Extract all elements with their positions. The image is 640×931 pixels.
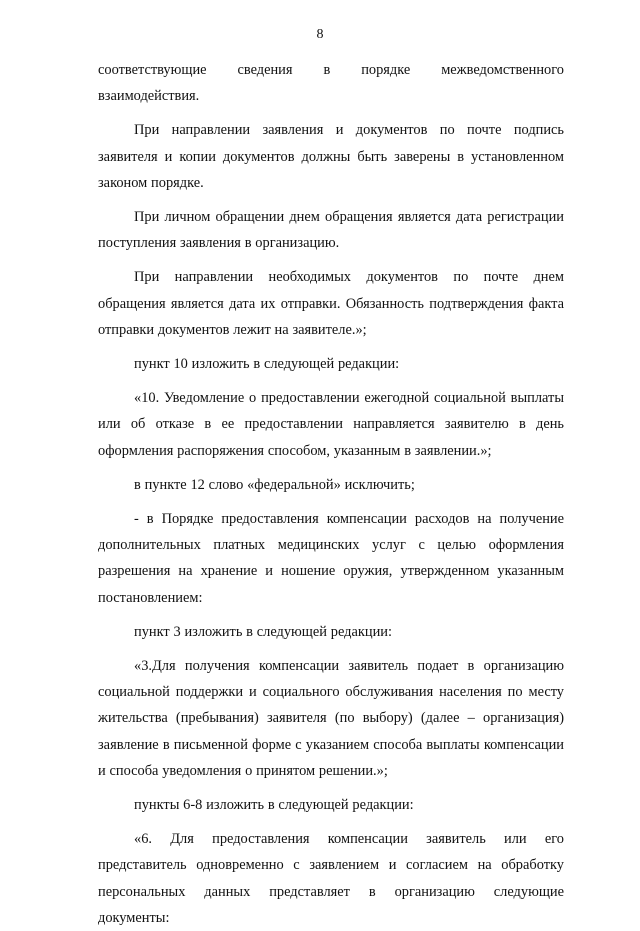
- text-line: документы:: [98, 909, 170, 926]
- text-line: персональных данных представляет в организацию следующие: [98, 883, 564, 900]
- text-line: пункты 6-8 изложить в следующей редакции:: [134, 797, 414, 814]
- text-line: законом порядке.: [98, 174, 204, 191]
- text-line: При личном обращении днем обращения является дата регистрации: [134, 209, 564, 226]
- text-line: пункт 3 изложить в следующей редакции:: [134, 623, 392, 640]
- text-line: заявителя и копии документов должны быть заверены в установленном: [98, 148, 564, 165]
- paragraph: [98, 351, 564, 377]
- text-line: соответствующие сведения в порядке межведомственного: [98, 62, 564, 78]
- text-line: постановлением:: [98, 589, 203, 606]
- text-line: взаимодействия.: [98, 88, 200, 105]
- paragraph: [98, 264, 564, 343]
- text-line: «6. Для предоставления компенсации заявитель или его: [134, 831, 564, 848]
- document-body: [98, 57, 564, 931]
- text-line: в пункте 12 слово «федеральной» исключить;: [134, 476, 415, 493]
- paragraph: [98, 653, 564, 784]
- paragraph: [98, 385, 564, 464]
- text-line: социальной поддержки и социального обслуживания населения по месту: [98, 684, 564, 701]
- text-line: представитель одновременно с заявлением и согласием на обработку: [98, 857, 564, 874]
- text-line: - в Порядке предоставления компенсации расходов на получение: [134, 511, 564, 528]
- text-line: или об отказе в ее предоставлении направляется заявителю в день: [98, 416, 564, 433]
- paragraph: [98, 57, 564, 109]
- paragraph: [98, 792, 564, 818]
- text-line: пункт 10 изложить в следующей редакции:: [134, 356, 400, 373]
- text-line: заявление в письменной форме с указанием способа выплаты компенсации: [98, 736, 564, 753]
- text-line: «3.Для получения компенсации заявитель подает в организацию: [134, 658, 564, 675]
- text-line: жительства (пребывания) заявителя (по выбору) (далее – организация): [98, 710, 564, 727]
- text-line: При направлении необходимых документов по почте днем: [134, 269, 564, 286]
- text-line: разрешения на хранение и ношение оружия, утвержденном указанным: [98, 563, 564, 580]
- text-line: дополнительных платных медицинских услуг с целью оформления: [98, 537, 564, 554]
- text-line: оформления распоряжения способом, указанным в заявлении.»;: [98, 442, 492, 459]
- text-line: обращения является дата их отправки. Обязанность подтверждения факта: [98, 295, 564, 312]
- text-line: отправки документов лежит на заявителе.»;: [98, 321, 367, 338]
- paragraph: [98, 204, 564, 256]
- paragraph: [98, 472, 564, 498]
- paragraph: [98, 117, 564, 196]
- text-line: «10. Уведомление о предоставлении ежегодной социальной выплаты: [134, 390, 564, 407]
- text-line: и способа уведомления о принятом решении.»;: [98, 762, 388, 779]
- paragraph: [98, 506, 564, 611]
- paragraph: [98, 826, 564, 931]
- text-line: При направлении заявления и документов по почте подпись: [134, 122, 564, 139]
- paragraph: [98, 619, 564, 645]
- page-number: 8: [316, 27, 324, 42]
- text-line: поступления заявления в организацию.: [98, 235, 340, 252]
